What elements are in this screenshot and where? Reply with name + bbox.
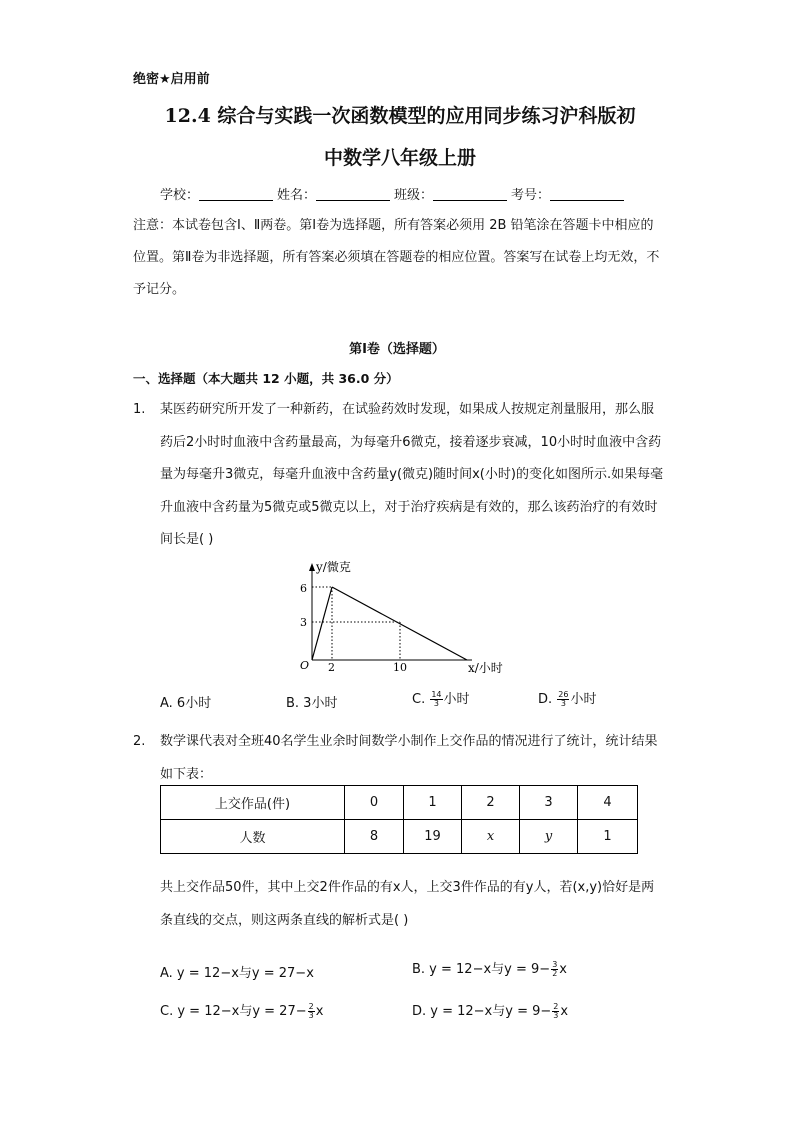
- table-row: [161, 820, 638, 854]
- q1-option-a[interactable]: A. 6小时: [160, 696, 212, 711]
- y-tick-6: 6: [300, 582, 307, 595]
- q2-option-b[interactable]: [412, 958, 567, 978]
- q2-option-d[interactable]: [412, 1000, 568, 1020]
- class-blank[interactable]: [433, 187, 507, 201]
- fraction-numerator: 14: [431, 690, 442, 699]
- y-tick-3: 3: [300, 616, 307, 629]
- fraction-numerator: 3: [552, 960, 558, 969]
- section-title: 第Ⅰ卷（选择题）: [349, 342, 445, 357]
- class-label: 班级：: [394, 188, 434, 203]
- q1-option-b[interactable]: B. 3小时: [286, 696, 338, 711]
- q1-option-d[interactable]: [538, 688, 596, 708]
- question-2-text: 数学课代表对全班40名学生业余时间数学小制作上交作品的情况进行了统计，统计结果如下表：: [160, 734, 658, 782]
- q1-option-c-prefix: C.: [412, 692, 430, 707]
- confidential-mark: 绝密★启用前: [133, 72, 210, 87]
- fraction-numerator: 2: [308, 1002, 314, 1011]
- table-cell: 8: [345, 820, 404, 854]
- table-cell: 1: [578, 820, 638, 854]
- q2-option-c-suffix: x: [315, 1004, 324, 1019]
- q1-option-d-prefix: D.: [538, 692, 557, 707]
- table-cell: 1: [404, 786, 462, 820]
- q1-option-c[interactable]: [412, 688, 470, 708]
- x-tick-10: 10: [393, 661, 407, 674]
- table-cell: 19: [404, 820, 462, 854]
- name-label: 姓名：: [277, 188, 317, 203]
- q2-option-c-prefix: C. y = 12−x与y = 27−: [160, 1004, 307, 1019]
- fraction-denominator: 3: [308, 1011, 314, 1020]
- q2-option-d-prefix: D. y = 12−x与y = 9−: [412, 1004, 552, 1019]
- table-cell: 4: [578, 786, 638, 820]
- exam-notice: 注意：本试卷包含Ⅰ、Ⅱ两卷。第Ⅰ卷为选择题，所有答案必须用 2B 铅笔涂在答题卡中相应的位置。第Ⅱ卷为非选择题，所有答案必须填在答题卷的相应位置。答案写在试卷上均无效，不予记分。: [133, 218, 660, 297]
- table-cell: 人数: [161, 820, 345, 854]
- page-title-line2: 中数学八年级上册: [323, 147, 476, 169]
- table-cell: 2: [462, 786, 520, 820]
- table-row: [161, 786, 638, 820]
- table-cell: x: [462, 820, 520, 854]
- part-title: 一、选择题（本大题共 12 小题，共 36.0 分）: [133, 371, 399, 386]
- x-tick-2: 2: [328, 661, 335, 674]
- fraction-denominator: 3: [433, 699, 439, 708]
- q1-option-d-fraction: [557, 691, 569, 708]
- student-info-line: [160, 184, 628, 203]
- table-cell: 上交作品(件): [161, 786, 345, 820]
- x-axis-label: x/小时: [468, 661, 503, 675]
- fraction-numerator: 26: [558, 690, 569, 699]
- q2-option-a[interactable]: A. y = 12−x与y = 27−x: [160, 966, 314, 981]
- origin-label: O: [300, 659, 310, 672]
- q2-option-b-suffix: x: [559, 962, 567, 977]
- q1-option-d-suffix: 小时: [570, 692, 597, 707]
- drug-concentration-graph: [280, 560, 520, 678]
- q2-option-b-fraction: [551, 961, 558, 978]
- exam-no-blank[interactable]: [550, 187, 624, 201]
- school-blank[interactable]: [199, 187, 273, 201]
- page-title-line1: 12.4 综合与实践一次函数模型的应用同步练习沪科版初: [164, 105, 636, 127]
- table-cell: 3: [520, 786, 578, 820]
- q2-option-d-fraction: [552, 1003, 559, 1020]
- q1-option-c-fraction: [430, 691, 442, 708]
- q1-option-c-suffix: 小时: [443, 692, 470, 707]
- table-cell: y: [520, 820, 578, 854]
- name-blank[interactable]: [316, 187, 390, 201]
- q2-option-c[interactable]: [160, 1000, 323, 1020]
- falling-segment: [332, 587, 467, 660]
- fraction-denominator: 2: [552, 969, 558, 978]
- rising-segment: [312, 587, 332, 660]
- question-1-number: 1.: [133, 402, 146, 417]
- school-label: 学校：: [160, 188, 200, 203]
- q2-option-b-prefix: B. y = 12−x与y = 9−: [412, 962, 551, 977]
- submission-table: [160, 785, 638, 854]
- table-cell: 0: [345, 786, 404, 820]
- y-axis-label: y/微克: [316, 560, 351, 574]
- fraction-numerator: 2: [553, 1002, 559, 1011]
- question-2-number: 2.: [133, 734, 146, 749]
- y-axis-arrow: [309, 563, 315, 571]
- question-2-text-continued: 共上交作品50件，其中上交2件作品的有x人，上交3件作品的有y人，若(x,y)恰好是两条直线的交点，则这两条直线的解析式是( ): [160, 880, 655, 928]
- question-1-text: 某医药研究所开发了一种新药，在试验药效时发现，如果成人按规定剂量服用，那么服药后2小时时血液中含药量最高，为每毫升6微克，接着逐步衰减，10小时时血液中含药量为每毫升3微克，每毫升血液中含药量y(微克)随时间x(小时)的变化如图所示.如果每毫升血液中含药量为5微克或5微克以上，对于治疗疾病是有效的，那么该药治疗的有效时间长是( ): [160, 402, 664, 547]
- q2-option-c-fraction: [308, 1003, 315, 1020]
- fraction-denominator: 3: [553, 1011, 559, 1020]
- fraction-denominator: 3: [560, 699, 566, 708]
- exam-no-label: 考号：: [511, 188, 551, 203]
- q2-option-d-suffix: x: [560, 1004, 569, 1019]
